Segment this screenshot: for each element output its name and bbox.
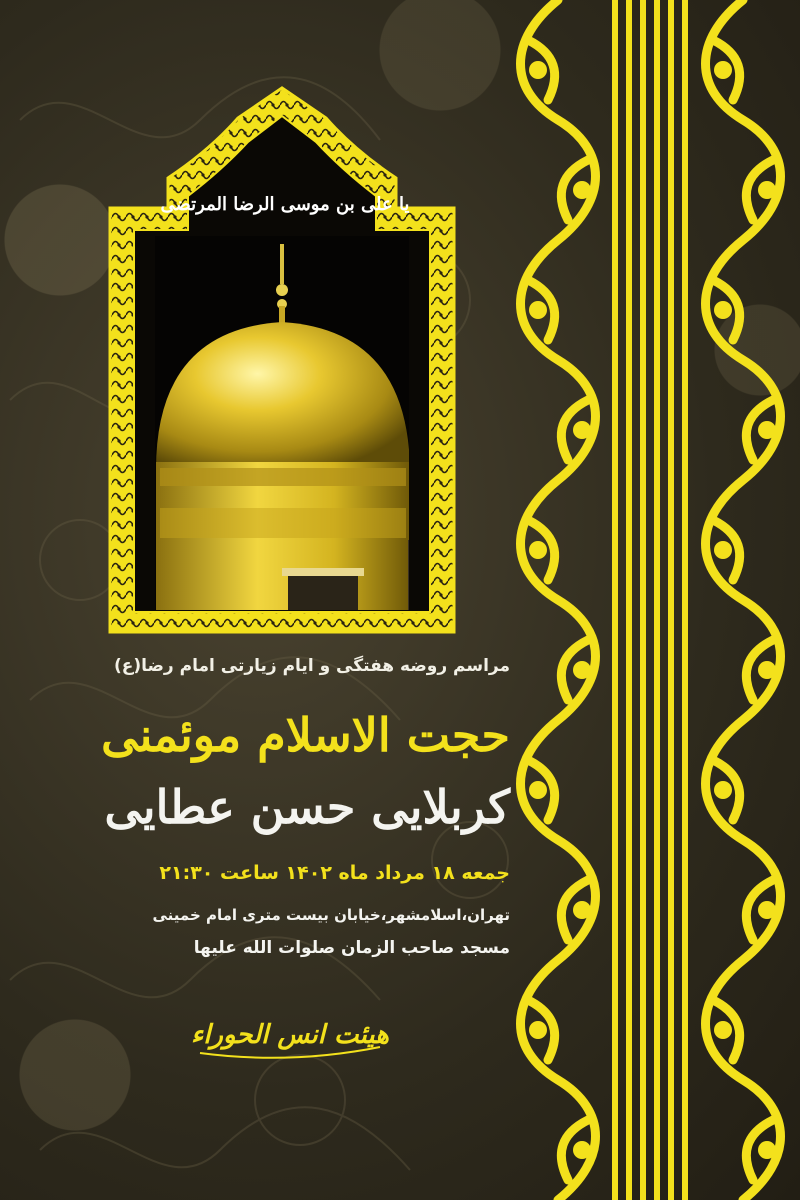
speaker-title: حجت الاسلام موئمنی bbox=[101, 708, 510, 762]
event-datetime: جمعه ۱۸ مرداد ماه ۱۴۰۲ ساعت ۲۱:۳۰ bbox=[159, 862, 510, 884]
calligraphy-title bbox=[160, 170, 410, 236]
reciter-name: کربلایی حسن عطایی bbox=[104, 780, 510, 834]
event-address: تهران،اسلامشهر،خیابان بیست متری امام خمینی bbox=[152, 906, 510, 924]
calligraphy-title-text: یا علی بن موسی الرضا المرتضی bbox=[160, 194, 410, 215]
ornate-arch-frame bbox=[0, 0, 520, 660]
event-venue: مسجد صاحب الزمان صلوات الله علیها bbox=[193, 938, 510, 958]
event-line: مراسم روضه هفتگی و ایام زیارتی امام رضا(ع) bbox=[113, 656, 510, 676]
ornamental-border bbox=[508, 0, 800, 1200]
organizer-signature-text: هیئت انس الحوراء bbox=[190, 1020, 390, 1050]
organizer-signature-logo bbox=[180, 995, 400, 1065]
